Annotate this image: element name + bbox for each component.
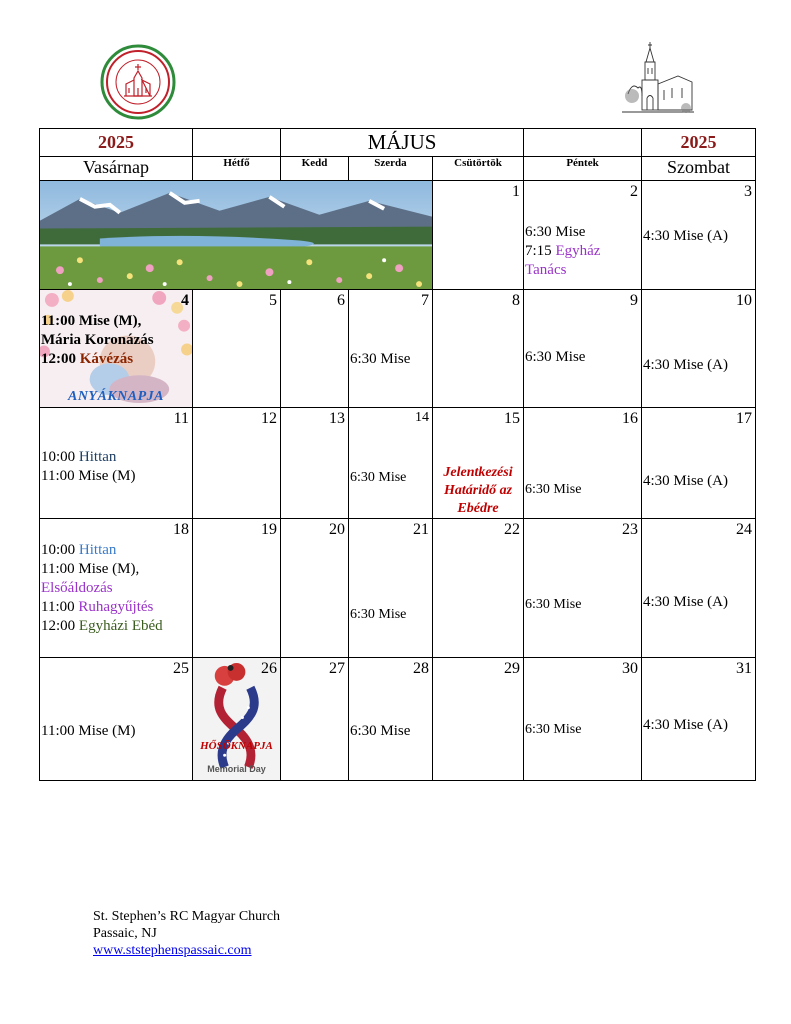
- memorial-day-label: HŐSÖKNAPJA: [200, 740, 273, 752]
- day-number: 25: [173, 660, 189, 677]
- event-mass: 6:30 Mise: [525, 722, 582, 737]
- event-mass: 4:30 Mise (A): [643, 473, 729, 489]
- website-link[interactable]: www.ststephenspassaic.com: [93, 943, 252, 958]
- year-left: 2025: [40, 129, 193, 157]
- day-number: 14: [415, 410, 429, 425]
- day-cell-7: [349, 290, 433, 408]
- day-cell-21: [349, 519, 433, 658]
- day-number: 3: [744, 183, 753, 200]
- day-number: 7: [421, 292, 429, 309]
- month-title: MÁJUS: [281, 129, 524, 157]
- event-catechism: 10:00 Hittan: [41, 542, 117, 558]
- mothers-day-label: ANYÁKNAPJA: [67, 389, 164, 404]
- event-mass: 6:30 Mise: [350, 723, 411, 739]
- day-cell-3: [642, 181, 756, 290]
- weekday-thursday: Csütörtök: [433, 157, 524, 181]
- event-mass: 4:30 Mise (A): [643, 228, 729, 244]
- day-cell-10: [642, 290, 756, 408]
- event-list: [41, 541, 191, 636]
- weekday-saturday: Szombat: [642, 157, 756, 181]
- day-cell-12: [193, 408, 281, 519]
- weekday-tuesday: Kedd: [281, 157, 349, 181]
- event-coffee: 12:00 Kávézás: [41, 351, 134, 367]
- day-cell-8: [433, 290, 524, 408]
- weekday-monday: Hétfő: [193, 157, 281, 181]
- church-name: St. Stephen’s RC Magyar Church: [93, 909, 281, 924]
- day-cell-20: [281, 519, 349, 658]
- event-mass: 6:30 Mise: [525, 349, 586, 365]
- day-number: 29: [504, 660, 521, 677]
- day-cell-27: [281, 658, 349, 781]
- day-number: 30: [622, 660, 639, 677]
- year-right: 2025: [642, 129, 756, 157]
- event-catechism: 10:00 Hittan: [41, 449, 117, 465]
- day-number: 17: [736, 410, 753, 427]
- day-number: 2: [630, 183, 639, 200]
- event-mass: 6:30 Mise: [350, 351, 411, 367]
- event-list: [41, 312, 191, 369]
- event-clothing-drive: 11:00 Ruhagyűjtés: [41, 599, 154, 615]
- day-cell-5: [193, 290, 281, 408]
- week-4: [40, 519, 756, 658]
- title-row: [40, 129, 756, 157]
- calendar-grid: [39, 128, 756, 781]
- event-coronation: Mária Koronázás: [41, 332, 154, 348]
- event-list: [525, 223, 640, 280]
- church-logo: [100, 44, 176, 120]
- event-mass: 11:00 Mise (M),: [41, 313, 142, 329]
- day-number: 6: [337, 292, 345, 309]
- day-cell-31: [642, 658, 756, 781]
- day-cell-23: [524, 519, 642, 658]
- day-cell-28: [349, 658, 433, 781]
- event-mass: 11:00 Mise (M): [41, 468, 136, 484]
- registration-deadline: Jelentkezési Határidő az Ebédre: [443, 465, 513, 516]
- event-mass: 6:30 Mise: [525, 482, 582, 497]
- day-cell-11: [40, 408, 193, 519]
- day-number: 4: [181, 292, 189, 309]
- event-church-lunch: 12:00 Egyházi Ebéd: [41, 618, 163, 634]
- day-number: 19: [261, 521, 277, 538]
- day-number: 21: [413, 521, 429, 538]
- day-number: 11: [173, 410, 189, 427]
- event-mass: 6:30 Mise: [525, 597, 582, 612]
- memorial-day-caption: Memorial Day: [207, 764, 266, 774]
- weekday-friday: Péntek: [524, 157, 642, 181]
- day-number: 16: [622, 410, 639, 427]
- week-5: [40, 658, 756, 781]
- event-first-communion: Elsőáldozás: [41, 580, 113, 596]
- footer: [93, 908, 280, 959]
- day-number: 1: [512, 183, 521, 200]
- event-mass: 4:30 Mise (A): [643, 717, 729, 733]
- day-number: 9: [630, 292, 639, 309]
- day-number: 18: [173, 521, 189, 538]
- day-cell-9: [524, 290, 642, 408]
- day-cell-24: [642, 519, 756, 658]
- weekday-row: [40, 157, 756, 181]
- event-mass: 11:00 Mise (M): [41, 723, 136, 739]
- event-council: 7:15 Egyház Tanács: [525, 243, 601, 278]
- day-cell-19: [193, 519, 281, 658]
- day-cell-26: [193, 658, 281, 781]
- day-number: 28: [413, 660, 429, 677]
- event-mass: 4:30 Mise (A): [643, 357, 729, 373]
- day-cell-14: [349, 408, 433, 519]
- day-cell-16: [524, 408, 642, 519]
- day-number: 13: [329, 410, 345, 427]
- day-number: 31: [736, 660, 753, 677]
- day-cell-1: [433, 181, 524, 290]
- event-mass: 6:30 Mise: [350, 470, 407, 485]
- week-1: [40, 181, 756, 290]
- day-number: 22: [504, 521, 521, 538]
- week-3: [40, 408, 756, 519]
- weekday-wednesday: Szerda: [349, 157, 433, 181]
- day-number: 24: [736, 521, 753, 538]
- day-cell-29: [433, 658, 524, 781]
- event-mass: 6:30 Mise: [525, 224, 586, 240]
- week-2: [40, 290, 756, 408]
- day-number: 26: [261, 660, 277, 677]
- day-number: 12: [261, 410, 277, 427]
- church-illustration: [620, 38, 696, 122]
- event-mass: 11:00 Mise (M),: [41, 561, 140, 577]
- event-mass: 4:30 Mise (A): [643, 594, 729, 610]
- day-cell-30: [524, 658, 642, 781]
- day-number: 20: [329, 521, 345, 538]
- event-mass: 6:30 Mise: [350, 607, 407, 622]
- day-number: 23: [622, 521, 639, 538]
- day-cell-25: [40, 658, 193, 781]
- landscape-banner: [40, 181, 433, 290]
- weekday-sunday: Vasárnap: [40, 157, 193, 181]
- day-cell-18: [40, 519, 193, 658]
- day-cell-13: [281, 408, 349, 519]
- landscape-image: [40, 181, 432, 289]
- day-number: 15: [504, 410, 521, 427]
- event-list: [41, 448, 191, 486]
- day-number: 8: [512, 292, 521, 309]
- day-cell-4: [40, 290, 193, 408]
- church-location: Passaic, NJ: [93, 926, 157, 941]
- day-number: 10: [736, 292, 753, 309]
- day-cell-6: [281, 290, 349, 408]
- day-number: 5: [269, 292, 277, 309]
- day-cell-17: [642, 408, 756, 519]
- day-cell-15: [433, 408, 524, 519]
- day-cell-2: [524, 181, 642, 290]
- day-cell-22: [433, 519, 524, 658]
- day-number: 27: [329, 660, 345, 677]
